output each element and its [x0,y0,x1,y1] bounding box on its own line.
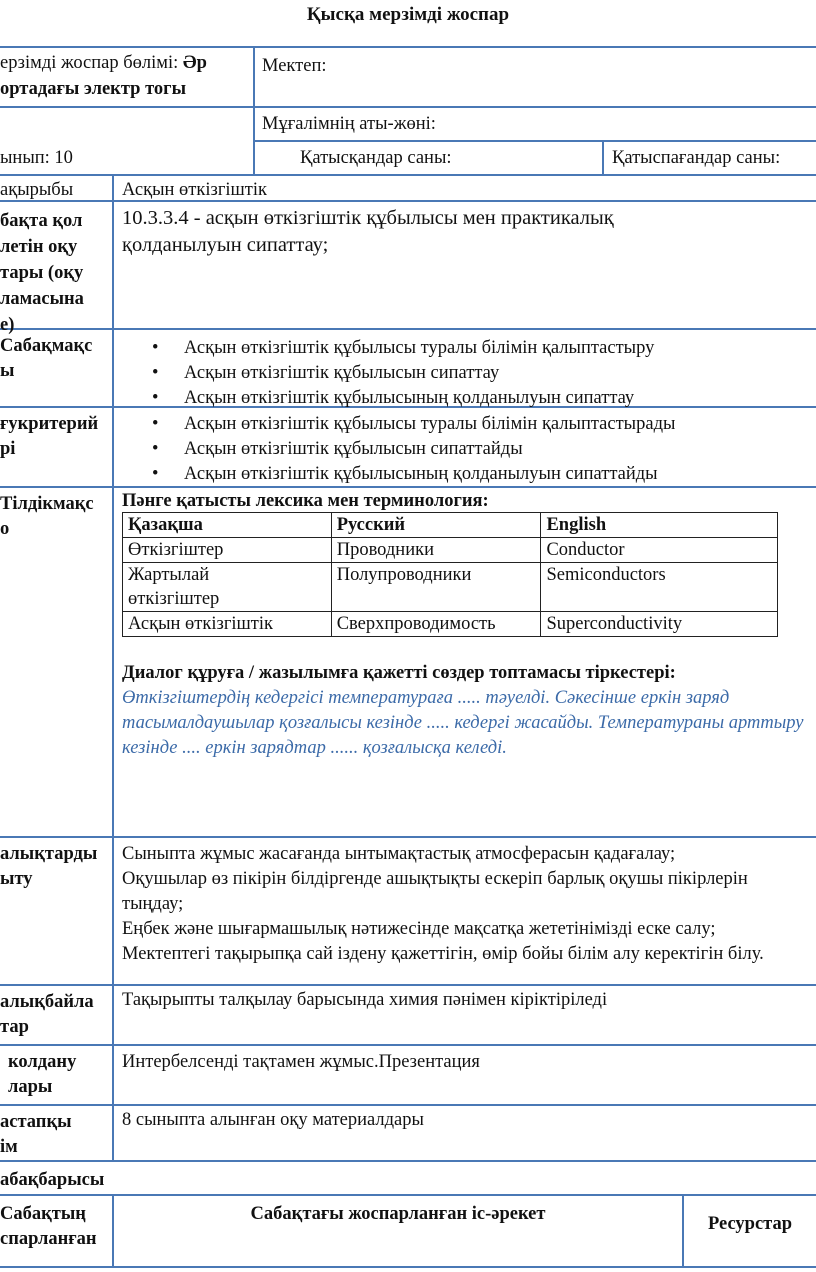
criteria-label: ғукритерий рі [0,414,99,459]
table-cell: Полупроводники [331,563,541,612]
lesson-goals-label: Сабақмақс ы [0,336,93,381]
vocab-table [122,512,778,637]
ict-value: Интербелсенді тақтамен жұмыс.Презентация [122,1052,480,1072]
table-row [123,513,778,538]
list-item: • Асқын өткізгіштік құбылысын сипаттайды [122,437,810,462]
class-label: ынып: 10 [0,148,73,168]
values-label: алықтарды ыту [0,844,98,889]
plan-section-value: Әр [182,53,207,73]
language-content [116,488,816,834]
list-item: • Асқын өткізгіштік құбылысының қолданылуын сипаттайды [122,462,810,487]
lesson-flow-col-stage: Сабақтың спарланған [0,1204,97,1249]
plan-section-label: ерзімді жоспар бөлімі: [0,53,183,73]
dialog-heading: Диалог құруға / жазылымға қажетті сөздер топтамасы тіркестері: [122,663,676,683]
present-count-label: Қатысқандар саны: [300,148,452,168]
vocab-header-en: English [541,513,778,538]
table-cell: Проводники [331,538,541,563]
plan-section-cell [0,48,252,106]
table-cell: Superconductivity [541,612,778,637]
table-cell: Conductor [541,538,778,563]
lesson-flow-col-resources: Ресурстар [707,1214,793,1234]
absent-count-label: Қатыспағандар саны: [612,148,781,168]
table-cell: Сверхпроводимость [331,612,541,637]
list-item: • Асқын өткізгіштік құбылысы туралы білімін қалыптастыру [122,336,810,361]
table-cell: Асқын өткізгіштік [123,612,332,637]
lesson-flow-heading: абақбарысы [0,1170,105,1190]
cross-links-label: алықбайла тар [0,992,94,1037]
prior-learning-label: астапқы ім [0,1112,72,1157]
cross-links-value: Тақырыпты талқылау барысында химия пәнімен кіріктіріледі [122,990,608,1010]
page-title: Қысқа мерзімді жоспар [306,4,510,25]
list-item: • Асқын өткізгіштік құбылысының қолданылуын сипаттау [122,386,810,411]
topic-value: Асқын өткізгіштік [122,180,268,200]
vocab-header-kz: Қазақша [123,513,332,538]
table-cell: Жартылай өткізгіштер [123,563,332,612]
list-item: • Асқын өткізгіштік құбылысы туралы білімін қалыптастырады [122,412,810,437]
ict-label: колдану лары [8,1052,77,1097]
table-row [123,612,778,637]
teacher-label: Мұғалімнің аты-жөні: [262,114,436,134]
language-label: Тілдікмақс о [0,494,94,539]
dialog-text: Өткізгіштердің кедергісі температураға ..... тәуелді. Сәкесінше еркін заряд тасымалдаушылар қозғалысы кезінде ..... кедергі жасайды. Температураны арттыру кезінде .... еркін зарядтар ...... қозғалысқа келеді. [122,688,804,758]
values-text: Сыныпта жұмыс жасағанда ынтымақтастық атмосферасын қадағалау; Оқушылар өз пікірін білдіргенде ашықтықты ескеріп барлық оқушы пікірлерін тыңдау; Еңбек және шығармашылық нәтижесінде мақсатқа жететінімізді еске салу; Мектептегі тақырыпқа сай іздену қажеттігін, өмір бойы білім алу керектігін білу. [122,844,764,964]
table-row [123,563,778,612]
objectives-label: бақта қол летін оқу тары (оқу ламасына е) [0,211,84,335]
school-label: Мектеп: [262,56,327,76]
vocab-heading: Пәнге қатысты лексика мен терминология: [122,491,489,511]
objectives-value: 10.3.3.4 - асқын өткізгіштік құбылысы мен практикалық қолданылуын сипаттау; [122,207,614,256]
vocab-header-ru: Русский [331,513,541,538]
plan-section-value-cont: ортадағы электр тогы [0,79,187,99]
table-cell: Өткізгіштер [123,538,332,563]
prior-learning-value: 8 сыныпта алынған оқу материалдары [122,1110,424,1130]
topic-label: ақырыбы [0,180,74,200]
table-row [123,538,778,563]
lesson-goals-list [116,334,816,413]
table-cell: Semiconductors [541,563,778,612]
criteria-list [116,410,816,489]
lesson-flow-col-activity: Сабақтағы жоспарланған іс-әрекет [250,1204,546,1224]
list-item: • Асқын өткізгіштік құбылысын сипаттау [122,361,810,386]
